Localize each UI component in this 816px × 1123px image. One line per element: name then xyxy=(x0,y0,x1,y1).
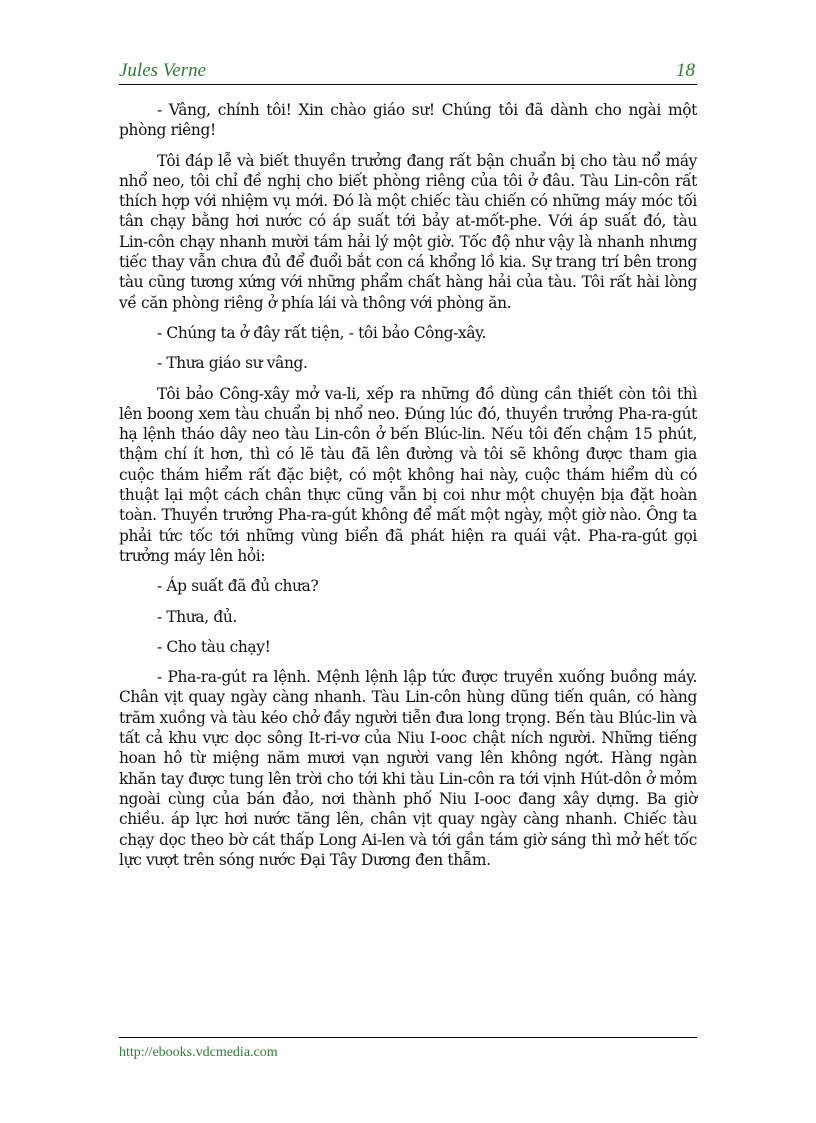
footer-url: http://ebooks.vdcmedia.com xyxy=(119,1045,278,1060)
paragraph: - Cho tàu chạy! xyxy=(157,637,271,656)
page-number: 18 xyxy=(676,60,695,81)
paragraph: - Chúng ta ở đây rất tiện, - tôi bảo Công-xây. xyxy=(157,323,487,342)
page-header xyxy=(119,60,697,85)
paragraph: - Thưa, đủ. xyxy=(157,607,237,626)
footer-divider xyxy=(119,1037,697,1038)
author-name: Jules Verne xyxy=(119,60,207,81)
body-text xyxy=(119,100,697,880)
paragraph: - Pha-ra-gút ra lệnh. Mệnh lệnh lập tức được truyền xuống buồng máy. Chân vịt quay ngày càng nhanh. Tàu Lin-côn hùng dũng tiến quân, có hàng trăm xuồng và tàu kéo chở đầy người tiễn đưa long trọng. Bến tàu Blúc-lin và tất cả khu vực dọc sông It-ri-vơ của Niu I-ooc chật ních người. Những tiếng hoan hô từ miệng năm mươi vạn người vang lên không ngớt. Hàng ngàn khăn tay được tung lên trời cho tới khi tàu Lin-côn ra tới vịnh Hút-dôn ở mỏm ngoài cùng của bán đảo, nơi thành phố Niu I-ooc đang xây dựng. Ba giờ chiều. áp lực hơi nước tăng lên, chân vịt quay ngày càng nhanh. Chiếc tàu chạy dọc theo bờ cát thấp Long Ai-len và tới gần tám giờ sáng thì mở hết tốc lực vượt trên sóng nước Đại Tây Dương đen thẫm. xyxy=(119,668,697,869)
paragraph: - Thưa giáo sư vâng. xyxy=(157,354,308,373)
paragraph: Tôi bảo Công-xây mở va-li, xếp ra những đồ dùng cần thiết còn tôi thì lên boong xem tàu chuẩn bị nhổ neo. Đúng lúc đó, thuyền trưởng Pha-ra-gút hạ lệnh tháo dây neo tàu Lin-côn ở bến Blúc-lin. Nếu tôi đến chậm 15 phút, thậm chí ít hơn, thì có lẽ tàu đã lên đường và tôi sẽ không được tham gia cuộc thám hiểm rất đặc biệt, có một không hai này, cuộc thám hiểm dù có thuật lại một cách chân thực cũng vẫn bị coi như một chuyện bịa đặt hoàn toàn. Thuyền trưởng Pha-ra-gút không để mất một ngày, một giờ nào. Ông ta phải tức tốc tới những vùng biển đã phát hiện ra quái vật. Pha-ra-gút gọi trưởng máy lên hỏi: xyxy=(119,384,697,565)
paragraph: Tôi đáp lễ và biết thuyền trưởng đang rất bận chuẩn bị cho tàu nổ máy nhổ neo, tôi chỉ đề nghị cho biết phòng riêng của tôi ở đâu. Tàu Lin-côn rất thích hợp với nhiệm vụ mới. Đó là một chiếc tàu chiến có những máy móc tối tân chạy bằng hơi nước có áp suất tới bảy at-mốt-phe. Với áp suất đó, tàu Lin-côn chạy nhanh mười tám hải lý một giờ. Tốc độ như vậy là nhanh nhưng tiếc thay vẫn chưa đủ để đuổi bắt con cá khổng lồ kia. Sự trang trí bên trong tàu cũng tương xứng với những phẩm chất hàng hải của tàu. Tôi rất hài lòng về căn phòng riêng ở phía lái và thông với phòng ăn. xyxy=(119,151,697,312)
paragraph: - Áp suất đã đủ chưa? xyxy=(157,577,319,596)
paragraph: - Vâng, chính tôi! Xin chào giáo sư! Chúng tôi đã dành cho ngài một phòng riêng! xyxy=(119,101,697,140)
